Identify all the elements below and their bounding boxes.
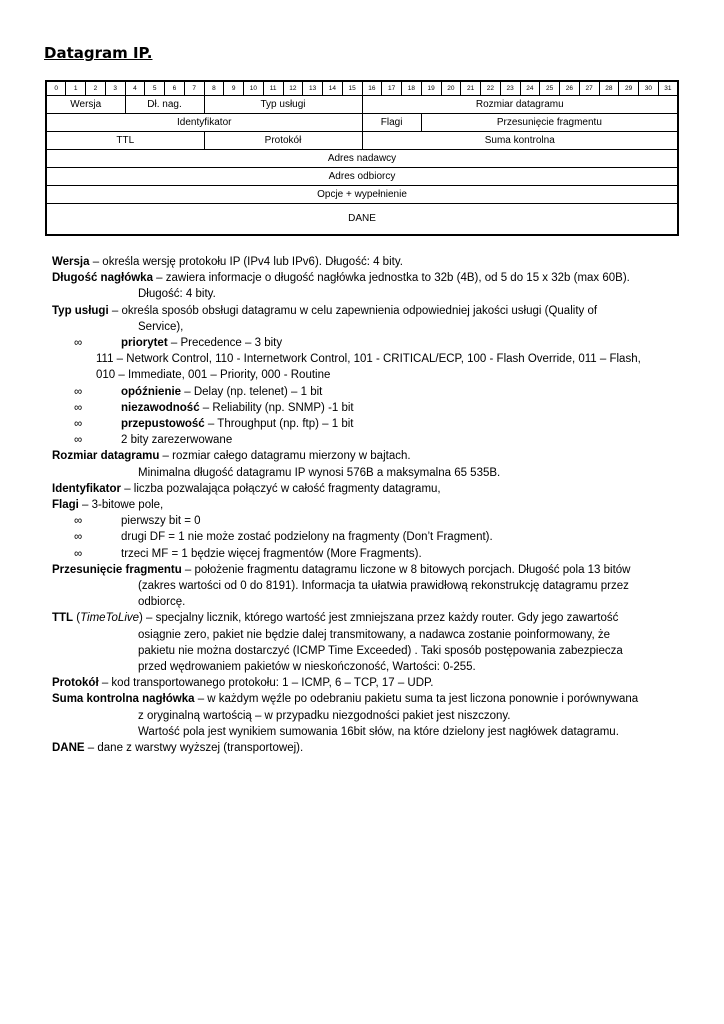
field-descriptions (52, 254, 682, 756)
header-row-4 (46, 150, 678, 168)
desc-identifier: Identyfikator – liczba pozwalająca połączyć w całość fragmenty datagramu, (52, 482, 441, 495)
field-protocol: Protokół (204, 132, 362, 150)
desc-fragment-offset-cont-2: odbiorcę. (138, 596, 186, 609)
bullet-icon: ∞ (74, 418, 83, 431)
desc-data: DANE – dane z warstwy wyższej (transportowej). (52, 742, 304, 755)
bit-number: 2 (86, 81, 106, 96)
priority-values-line-1: 111 – Network Control, 110 - Internetwork Control, 101 - CRITICAL/ECP, 100 - Flash Override, 011 – Flash, (96, 353, 641, 366)
desc-type-of-service-cont: Service), (138, 320, 184, 333)
flag-item-3: ∞ trzeci MF = 1 będzie więcej fragmentów (More Fragments). (52, 546, 682, 562)
desc-total-length: Rozmiar datagramu – rozmiar całego datagramu mierzony w bajtach. (52, 450, 411, 463)
bit-number: 3 (105, 81, 125, 96)
bit-number: 28 (599, 81, 619, 96)
header-row-5 (46, 168, 678, 186)
desc-total-length-cont: Minimalna długość datagramu IP wynosi 576B a maksymalna 65 535B. (138, 466, 501, 479)
bullet-icon: ∞ (74, 515, 83, 528)
bit-number: 24 (520, 81, 540, 96)
desc-ttl-cont-2: pakietu nie można dostarczyć (ICMP Time Exceeded) . Taki sposób postępowania zabezpiecza (138, 644, 623, 657)
field-destination-address: Adres odbiorcy (46, 168, 678, 186)
bit-number: 22 (481, 81, 501, 96)
field-identifier: Identyfikator (46, 114, 362, 132)
bit-number: 25 (540, 81, 560, 96)
field-version: Wersja (46, 96, 125, 114)
desc-fragment-offset: Przesunięcie fragmentu – położenie fragmentu datagramu liczone w 8 bitowych porcjach. Długość pola 13 bitów (52, 563, 631, 576)
bit-number: 4 (125, 81, 145, 96)
field-total-length: Rozmiar datagramu (362, 96, 678, 114)
ip-header-table (45, 80, 679, 236)
bit-number: 6 (165, 81, 185, 96)
field-ttl: TTL (46, 132, 204, 150)
bit-number: 29 (619, 81, 639, 96)
bit-number: 5 (145, 81, 165, 96)
desc-checksum-cont-1: z oryginalną wartością – w przypadku niezgodności pakiet jest niszczony. (138, 709, 511, 722)
flag-item-1: ∞ pierwszy bit = 0 (52, 513, 682, 529)
bit-number: 9 (224, 81, 244, 96)
bit-number: 19 (421, 81, 441, 96)
bit-number: 27 (579, 81, 599, 96)
bit-number: 30 (639, 81, 659, 96)
tos-item-priority: ∞ priorytet – Precedence – 3 bity (52, 335, 682, 351)
field-options: Opcje + wypełnienie (46, 186, 678, 204)
desc-checksum-cont-2: Wartość pola jest wynikiem sumowania 16bit słów, na które dzielony jest nagłówek datagramu. (138, 725, 619, 738)
desc-header-length: Długość nagłówka – zawiera informacje o długość nagłówka jednostka to 32b (4B), od 5 do 15 x 32b (max 60B). (52, 272, 630, 285)
bit-number: 18 (402, 81, 422, 96)
bit-number: 8 (204, 81, 224, 96)
header-row-6 (46, 186, 678, 204)
bit-number: 26 (560, 81, 580, 96)
bit-number: 1 (66, 81, 86, 96)
tos-item-delay: ∞ opóźnienie – Delay (np. telenet) – 1 bit (52, 384, 682, 400)
desc-type-of-service: Typ usługi – określa sposób obsługi datagramu w celu zapewnienia odpowiedniej jakości usługi (Quality of (52, 304, 598, 317)
bit-number: 7 (184, 81, 204, 96)
desc-flags: Flagi – 3-bitowe pole, (52, 499, 164, 512)
header-row-7 (46, 204, 678, 236)
desc-ttl-cont-1: osiągnie zero, pakiet nie będzie dalej transmitowany, a nadawca zostanie poinformowany, że (138, 628, 610, 641)
header-row-1 (46, 96, 678, 114)
bit-number: 0 (46, 81, 66, 96)
desc-ttl-cont-3: przed wędrowaniem pakietów w nieskończoność, Wartości: 0-255. (138, 661, 476, 674)
desc-protocol: Protokół – kod transportowanego protokołu: 1 – ICMP, 6 – TCP, 17 – UDP. (52, 677, 434, 690)
field-checksum: Suma kontrolna (362, 132, 678, 150)
bit-number: 11 (263, 81, 283, 96)
bullet-icon: ∞ (74, 434, 83, 447)
header-row-3 (46, 132, 678, 150)
bit-number: 31 (658, 81, 678, 96)
page-title: Datagram IP. (44, 44, 153, 62)
field-fragment-offset: Przesunięcie fragmentu (421, 114, 678, 132)
header-row-2 (46, 114, 678, 132)
bullet-icon: ∞ (74, 337, 83, 350)
bit-number: 20 (441, 81, 461, 96)
desc-version: Wersja – określa wersję protokołu IP (IPv4 lub IPv6). Długość: 4 bity. (52, 256, 403, 268)
bullet-icon: ∞ (74, 531, 83, 544)
desc-header-length-cont: Długość: 4 bity. (138, 288, 216, 301)
flag-item-2: ∞ drugi DF = 1 nie może zostać podzielony na fragmenty (Don’t Fragment). (52, 529, 682, 545)
bit-number: 23 (500, 81, 520, 96)
bit-number: 10 (244, 81, 264, 96)
priority-values-line-2: 010 – Immediate, 001 – Priority, 000 - Routine (96, 369, 331, 382)
tos-item-throughput: ∞ przepustowość – Throughput (np. ftp) – 1 bit (52, 416, 682, 432)
bit-number: 15 (342, 81, 362, 96)
field-flags: Flagi (362, 114, 421, 132)
bullet-icon: ∞ (74, 547, 83, 560)
tos-item-reliability: ∞ niezawodność – Reliability (np. SNMP) -1 bit (52, 400, 682, 416)
field-source-address: Adres nadawcy (46, 150, 678, 168)
field-header-length: Dł. nag. (125, 96, 204, 114)
bit-number: 12 (283, 81, 303, 96)
bit-numbers-row (46, 81, 678, 96)
field-type-of-service: Typ usługi (204, 96, 362, 114)
tos-item-reserved: ∞ 2 bity zarezerwowane (52, 432, 682, 448)
bit-number: 16 (362, 81, 382, 96)
desc-ttl: TTL (TimeToLive) – specjalny licznik, którego wartość jest zmniejszana przez każdy router. Gdy jego zawartość (52, 612, 619, 625)
bit-number: 14 (323, 81, 343, 96)
bit-number: 13 (303, 81, 323, 96)
field-data: DANE (46, 204, 678, 236)
bullet-icon: ∞ (74, 385, 83, 398)
bit-number: 17 (382, 81, 402, 96)
bit-number: 21 (461, 81, 481, 96)
desc-fragment-offset-cont-1: (zakres wartości od 0 do 8191). Informacja ta ułatwia prawidłową rekonstrukcję datagramu przez (138, 580, 629, 593)
desc-checksum: Suma kontrolna nagłówka – w każdym węźle po odebraniu pakietu suma ta jest liczona ponownie i porównywana (52, 693, 639, 706)
bullet-icon: ∞ (74, 401, 83, 414)
